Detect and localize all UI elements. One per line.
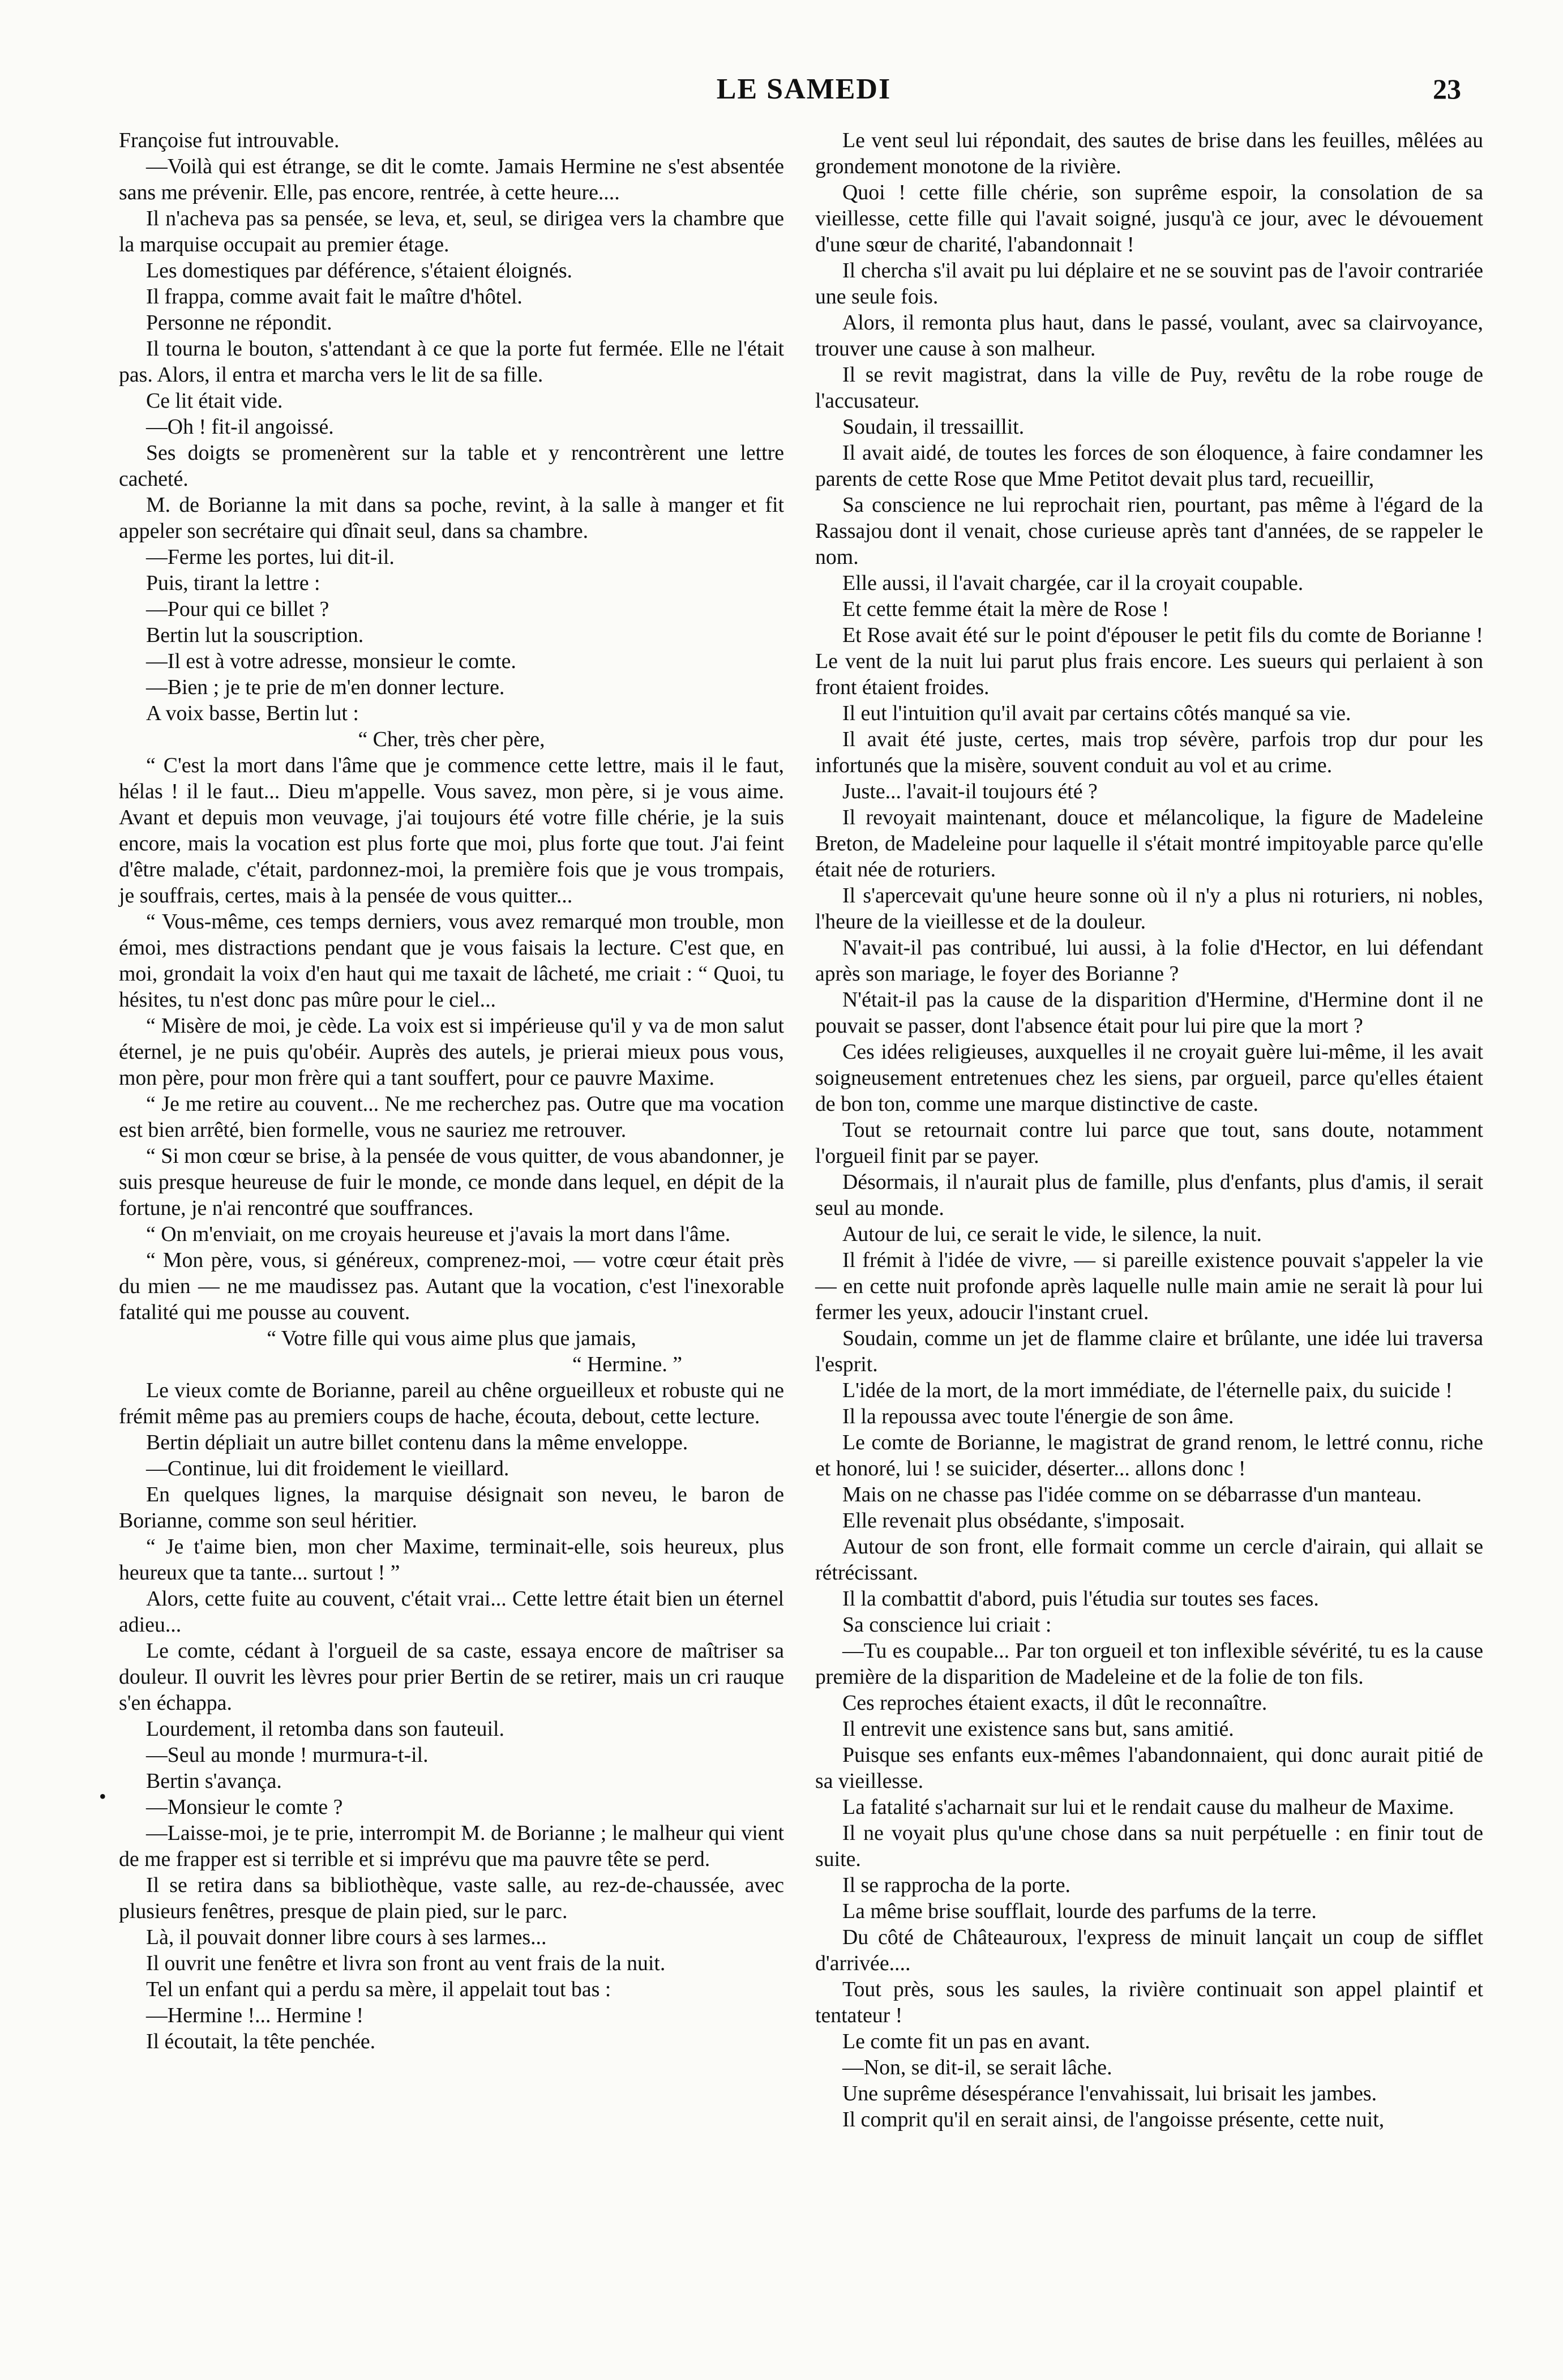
paragraph: Du côté de Châteauroux, l'express de minuit lançait un coup de sifflet d'arrivée.... [815,1925,1483,1975]
paragraph: Bertin lut la souscription. [146,623,364,647]
paragraph: Il ouvrit une fenêtre et livra son front au vent frais de la nuit. [146,1951,666,1975]
paragraph: Bertin dépliait un autre billet contenu dans la même enveloppe. [146,1431,688,1454]
paragraph: La même brise soufflait, lourde des parfums de la terre. [842,1899,1317,1923]
letter-salutation: “ Cher, très cher père, [358,727,545,751]
letter-paragraph: “ C'est la mort dans l'âme que je commence cette lettre, mais il le faut, hélas ! il le faut... Dieu m'appelle. Vous savez, mon père, si je vous aime. Avant et depuis mon veuvage, j'ai toujours été votre fille chérie, je la suis encore, mais la vocation est plus forte que moi, plus forte que tout. J'ai feint d'être malade, c'était, pardonnez-moi, la première fois que je vous trompais, je souffrais, certes, mais à la pensée de vous quitter... [119,754,784,908]
paragraph: Alors, cette fuite au couvent, c'était vrai... Cette lettre était bien un éternel adieu... [119,1587,784,1637]
paragraph: Puisque ses enfants eux-mêmes l'abandonnaient, qui donc aurait pitié de sa vieillesse. [815,1743,1483,1793]
paragraph: Le vent seul lui répondait, des sautes de brise dans les feuilles, mêlées au grondement monotone de la rivière. [815,129,1483,178]
running-title: LE SAMEDI [716,73,892,105]
paragraph: Il comprit qu'il en serait ainsi, de l'angoisse présente, cette nuit, [842,2108,1385,2131]
paragraph: Il écoutait, la tête penchée. [146,2030,376,2053]
paragraph: Il la repoussa avec toute l'énergie de son âme. [842,1405,1234,1428]
paragraph: Il avait été juste, certes, mais trop sévère, parfois trop dur pour les infortunés que la misère, souvent conduit au vol et au crime. [815,727,1483,777]
margin-mark: • [99,1785,106,1808]
paragraph: Ces reproches étaient exacts, il dût le reconnaître. [842,1691,1267,1715]
paragraph: Le vieux comte de Borianne, pareil au chêne orgueilleux et robuste qui ne frémit même pas au premiers coups de hache, écouta, debout, cette lecture. [119,1379,784,1428]
paragraph: —Hermine !... Hermine ! [146,2004,364,2027]
right-column [815,127,1483,2133]
paragraph: En quelques lignes, la marquise désignait son neveu, le baron de Borianne, comme son seul héritier. [119,1483,784,1533]
paragraph: —Monsieur le comte ? [146,1795,343,1819]
paragraph: Sa conscience ne lui reprochait rien, pourtant, pas même à l'égard de la Rassajou dont il venait, chose curieuse après tant d'années, de se rappeler le nom. [815,493,1483,569]
paragraph: Il entrevit une existence sans but, sans amitié. [842,1717,1234,1741]
paragraph: —Non, se dit-il, se serait lâche. [842,2056,1112,2079]
letter-paragraph: “ Misère de moi, je cède. La voix est si impérieuse qu'il y va de mon salut éternel, je ne puis qu'obéir. Auprès des autels, je prierai mieux pous vous, mon père, pour mon frère qui a tant souffert, pour ce pauvre Maxime. [119,1014,784,1090]
paragraph: Personne ne répondit. [146,311,332,335]
paragraph: —Bien ; je te prie de m'en donner lecture. [146,675,505,699]
paragraph: Le comte fit un pas en avant. [842,2030,1090,2053]
paragraph: Tel un enfant qui a perdu sa mère, il appelait tout bas : [146,1977,611,2001]
paragraph: Le comte de Borianne, le magistrat de grand renom, le lettré connu, riche et honoré, lui ! se suicider, déserter... allons donc ! [815,1431,1483,1480]
paragraph: Soudain, il tressaillit. [842,415,1025,439]
paragraph: Là, il pouvait donner libre cours à ses larmes... [146,1925,547,1949]
paragraph: Il s'apercevait qu'une heure sonne où il n'y a plus ni roturiers, ni nobles, l'heure de la vieillesse et de la douleur. [815,884,1483,934]
paragraph: Il revoyait maintenant, douce et mélancolique, la figure de Madeleine Breton, de Madeleine pour laquelle il s'était montré impitoyable parce qu'elle était née de roturiers. [815,806,1483,881]
paragraph: —Seul au monde ! murmura-t-il. [146,1743,429,1767]
paragraph: L'idée de la mort, de la mort immédiate, de l'éternelle paix, du suicide ! [842,1379,1453,1402]
paragraph: —Pour qui ce billet ? [146,597,329,621]
paragraph: Il la combattit d'abord, puis l'étudia sur toutes ses faces. [842,1587,1319,1611]
paragraph: —Il est à votre adresse, monsieur le comte. [146,649,516,673]
paragraph: N'était-il pas la cause de la disparition d'Hermine, d'Hermine dont il ne pouvait se passer, dont l'absence était pour lui pire que la mort ? [815,988,1483,1038]
paragraph: —Ferme les portes, lui dit-il. [146,545,395,569]
paragraph: Autour de son front, elle formait comme un cercle d'airain, qui allait se rétrécissant. [815,1535,1483,1585]
paragraph: La fatalité s'acharnait sur lui et le rendait cause du malheur de Maxime. [842,1795,1454,1819]
paragraph: Alors, il remonta plus haut, dans le passé, voulant, avec sa clairvoyance, trouver une cause à son malheur. [815,311,1483,361]
paragraph: Ses doigts se promenèrent sur la table et y rencontrèrent une lettre cacheté. [119,441,784,491]
paragraph: Désormais, il n'aurait plus de famille, plus d'enfants, plus d'amis, il serait seul au monde. [815,1170,1483,1220]
letter-paragraph: “ On m'enviait, on me croyais heureuse et j'avais la mort dans l'âme. [146,1222,731,1246]
paragraph: Elle aussi, il l'avait chargée, car il la croyait coupable. [842,571,1304,595]
paragraph: Il eut l'intuition qu'il avait par certains côtés manqué sa vie. [842,701,1351,725]
paragraph: Il se retira dans sa bibliothèque, vaste salle, au rez-de-chaussée, avec plusieurs fenêtres, presque de plain pied, sur le parc. [119,1873,784,1923]
paragraph: Tout se retournait contre lui parce que tout, sans doute, notamment l'orgueil finit par se payer. [815,1118,1483,1168]
letter-paragraph: “ Je me retire au couvent... Ne me recherchez pas. Outre que ma vocation est bien arrêté, bien formelle, vous ne sauriez me retrouver. [119,1092,784,1142]
paragraph: Et cette femme était la mère de Rose ! [842,597,1170,621]
letter-paragraph: “ Si mon cœur se brise, à la pensée de vous quitter, de vous abandonner, je suis presque heureuse de fuir le monde, ce monde dans lequel, en dépit de la fortune, je n'ai rencontré que souffrances. [119,1144,784,1220]
letter-closing: “ Votre fille qui vous aime plus que jamais, [267,1326,636,1350]
paragraph: Il avait aidé, de toutes les forces de son éloquence, à faire condamner les parents de cette Rose que Mme Petitot devait plus tard, recueillir, [815,441,1483,491]
paragraph: Il frappa, comme avait fait le maître d'hôtel. [146,285,523,309]
paragraph: “ Je t'aime bien, mon cher Maxime, terminait-elle, sois heureux, plus heureux que ta tante... surtout ! ” [119,1535,784,1585]
paragraph: Sa conscience lui criait : [842,1613,1052,1637]
paragraph: Le comte, cédant à l'orgueil de sa caste, essaya encore de maîtriser sa douleur. Il ouvrit les lèvres pour prier Bertin de se retirer, mais un cri rauque s'en échappa. [119,1639,784,1715]
paragraph: Et Rose avait été sur le point d'épouser le petit fils du comte de Borianne ! Le vent de la nuit lui parut plus frais encore. Les sueurs qui perlaient à son front étaient froides. [815,623,1483,699]
paragraph: Tout près, sous les saules, la rivière continuait son appel plaintif et tentateur ! [815,1977,1483,2027]
paragraph: —Continue, lui dit froidement le vieillard. [146,1457,509,1480]
paragraph: Une suprême désespérance l'envahissait, lui brisait les jambes. [842,2082,1377,2105]
paragraph: Mais on ne chasse pas l'idée comme on se débarrasse d'un manteau. [842,1483,1422,1506]
paragraph: Il se rapprocha de la porte. [842,1873,1070,1897]
paragraph: Il tourna le bouton, s'attendant à ce que la porte fut fermée. Elle ne l'était pas. Alors, il entra et marcha vers le lit de sa fille. [119,337,784,387]
paragraph: Puis, tirant la lettre : [146,571,320,595]
paragraph: Lourdement, il retomba dans son fauteuil. [146,1717,504,1741]
paragraph: N'avait-il pas contribué, lui aussi, à la folie d'Hector, en lui défendant après son mariage, le foyer des Borianne ? [815,936,1483,986]
paragraph: Elle revenait plus obsédante, s'imposait. [842,1509,1185,1533]
paragraph: A voix basse, Bertin lut : [146,701,359,725]
letter-paragraph: “ Mon père, vous, si généreux, comprenez-moi, — votre cœur était près du mien — ne me maudissez pas. Autant que la vocation, c'est l'inexorable fatalité qui me pousse au couvent. [119,1248,784,1324]
paragraph: —Laisse-moi, je te prie, interrompit M. de Borianne ; le malheur qui vient de me frapper est si terrible et si imprévu que ma pauvre tête se perd. [119,1821,784,1871]
left-column [119,127,784,2054]
paragraph: —Tu es coupable... Par ton orgueil et ton inflexible sévérité, tu es la cause première de la disparition de Madeleine et de la folie de ton fils. [815,1639,1483,1689]
paragraph: Il ne voyait plus qu'une chose dans sa nuit perpétuelle : en finir tout de suite. [815,1821,1483,1871]
paragraph: Il chercha s'il avait pu lui déplaire et ne se souvint pas de l'avoir contrariée une seule fois. [815,259,1483,309]
letter-signature: “ Hermine. ” [572,1352,682,1376]
paragraph: Il n'acheva pas sa pensée, se leva, et, seul, se dirigea vers la chambre que la marquise occupait au premier étage. [119,207,784,256]
paragraph: Autour de lui, ce serait le vide, le silence, la nuit. [842,1222,1262,1246]
page-number: 23 [1433,73,1461,105]
paragraph: M. de Borianne la mit dans sa poche, revint, à la salle à manger et fit appeler son secrétaire qui dînait seul, dans sa chambre. [119,493,784,543]
paragraph: Juste... l'avait-il toujours été ? [842,780,1098,803]
paragraph: Il se revit magistrat, dans la ville de Puy, revêtu de la robe rouge de l'accusateur. [815,363,1483,413]
paragraph: Bertin s'avança. [146,1769,282,1793]
paragraph: Ces idées religieuses, auxquelles il ne croyait guère lui-même, il les avait soigneusement entretenues chez les siens, par orgueil, parce qu'elles étaient de bon ton, comme une marque distinctive de caste. [815,1040,1483,1116]
paragraph: Ce lit était vide. [146,389,283,413]
paragraph: Quoi ! cette fille chérie, son suprême espoir, la consolation de sa vieillesse, cette fille qui l'avait soigné, jusqu'à ce jour, avec le dévouement d'une sœur de charité, l'abandonnait ! [815,181,1483,256]
paragraph: —Voilà qui est étrange, se dit le comte. Jamais Hermine ne s'est absentée sans me prévenir. Elle, pas encore, rentrée, à cette heure.... [119,155,784,204]
paragraph: Françoise fut introuvable. [119,129,340,152]
paragraph: Les domestiques par déférence, s'étaient éloignés. [146,259,573,282]
letter-paragraph: “ Vous-même, ces temps derniers, vous avez remarqué mon trouble, mon émoi, mes distractions pendant que je vous faisais la lecture. C'est que, en moi, grondait la voix d'en haut qui me taxait de lâcheté, me criait : “ Quoi, tu hésites, tu n'est donc pas mûre pour le ciel... [119,910,784,1012]
paragraph: Il frémit à l'idée de vivre, — si pareille existence pouvait s'appeler la vie — en cette nuit profonde après laquelle nulle main amie ne serait là pour lui fermer les yeux, adoucir l'instant cruel. [815,1248,1483,1324]
paragraph: —Oh ! fit-il angoissé. [146,415,334,439]
paragraph: Soudain, comme un jet de flamme claire et brûlante, une idée lui traversa l'esprit. [815,1326,1483,1376]
